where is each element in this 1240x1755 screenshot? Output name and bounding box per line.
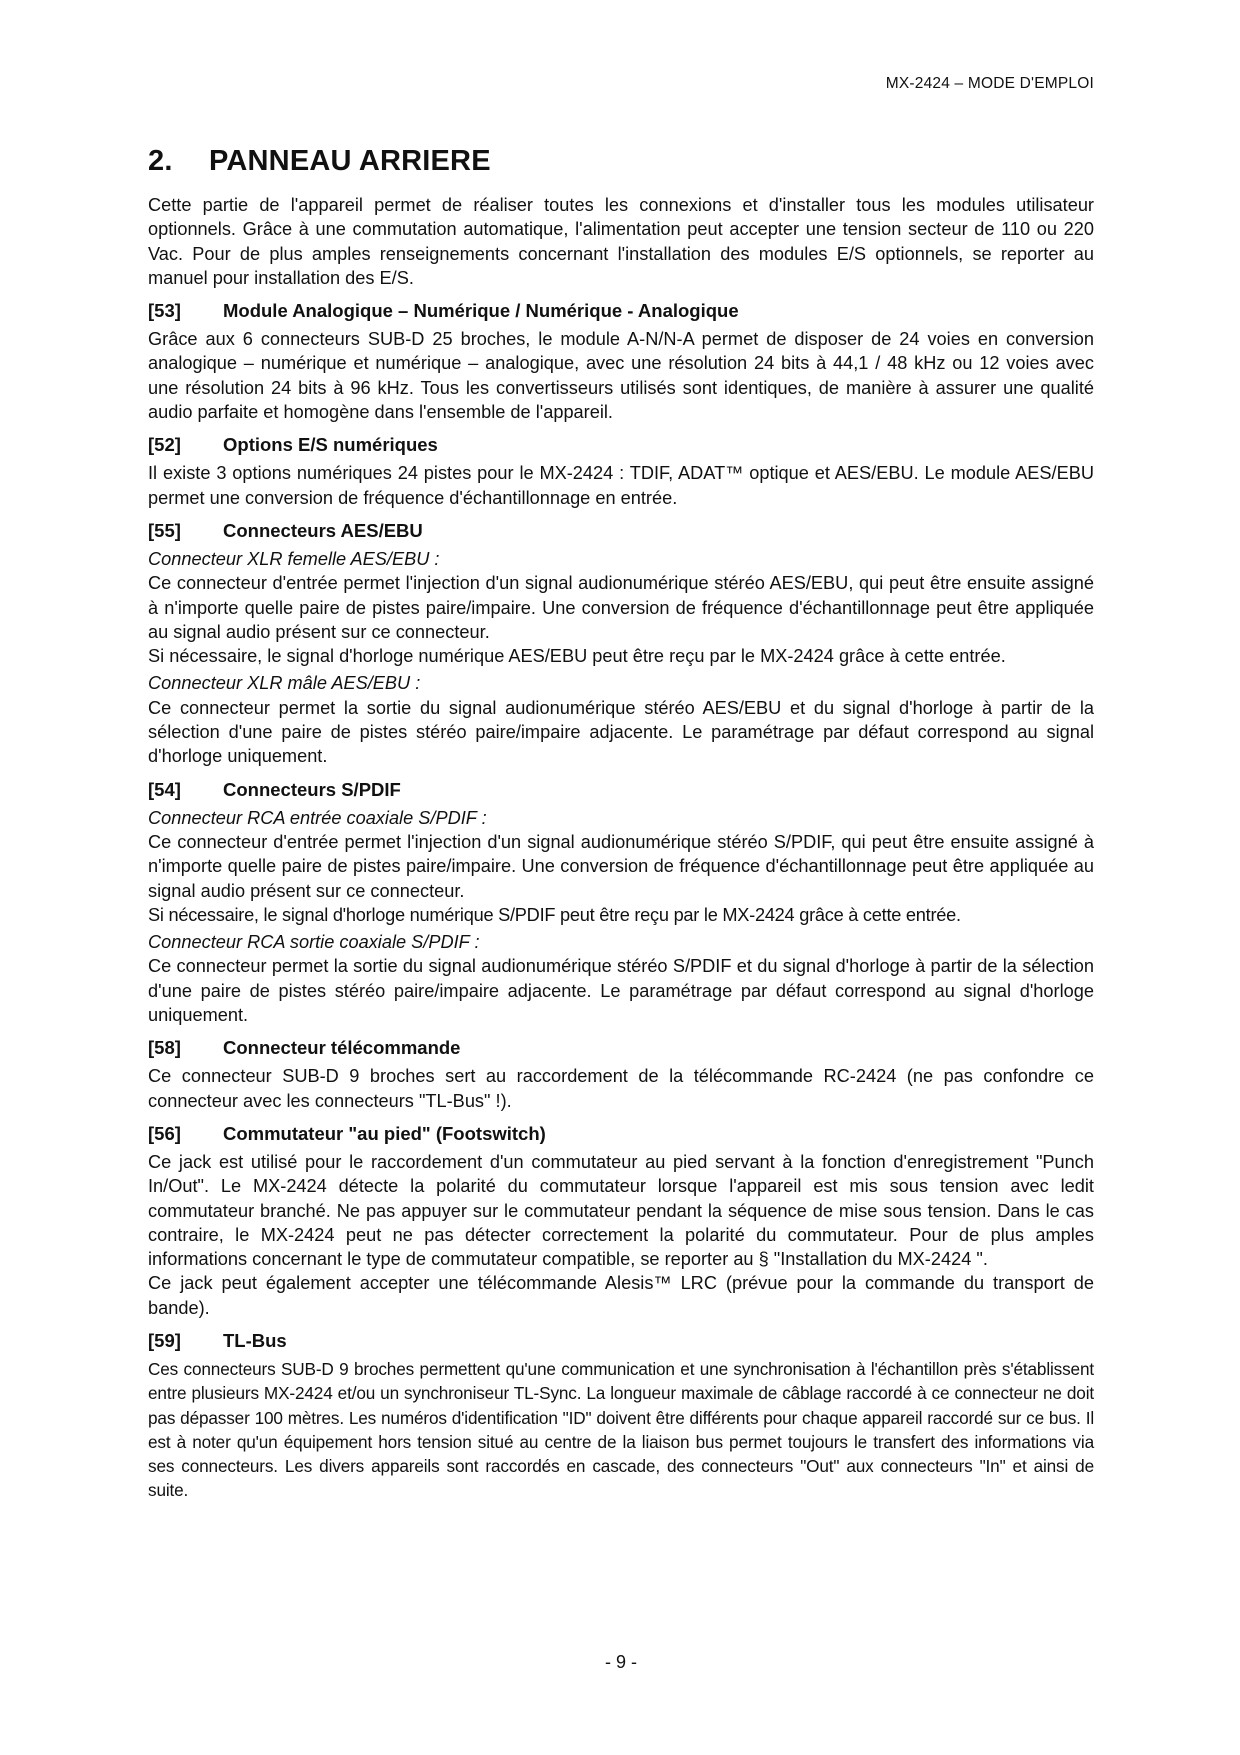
section-ref: [54] (148, 778, 181, 800)
paragraph: Si nécessaire, le signal d'horloge numérique AES/EBU peut être reçu par le MX-2424 grâce à cette entrée. (148, 646, 1006, 667)
paragraph: Ce jack peut également accepter une télécommande Alesis™ LRC (prévue pour la commande du transport de bande). (148, 1273, 1094, 1318)
section-title: Connecteurs AES/EBU (223, 519, 423, 541)
subheading: Connecteur RCA sortie coaxiale S/PDIF : (148, 932, 480, 953)
section-title: TL-Bus (223, 1329, 287, 1351)
paragraph: Ce connecteur SUB-D 9 broches sert au raccordement de la télécommande RC-2424 (ne pas confondre ce connecteur avec les connecteurs "TL-Bus" !). (148, 1066, 1094, 1111)
paragraph: Il existe 3 options numériques 24 pistes pour le MX-2424 : TDIF, ADAT™ optique et AES/EBU. Le module AES/EBU permet une conversion de fréquence d'échantillonnage en entrée. (148, 463, 1094, 508)
document-body (148, 193, 1094, 1503)
intro-paragraph: Cette partie de l'appareil permet de réaliser toutes les connexions et d'installer tous les modules utilisateur optionnels. Grâce à une commutation automatique, l'alimentation peut accepter une tension secteur de 110 ou 220 Vac. Pour de plus amples renseignements concernant l'installation des modules E/S optionnels, se reporter au manuel pour installation des E/S. (148, 195, 1094, 288)
section-heading-54 (148, 778, 1094, 802)
running-header: MX-2424 – MODE D'EMPLOI (885, 75, 1094, 92)
section-heading-53 (148, 299, 1094, 323)
section-ref: [58] (148, 1037, 181, 1059)
paragraph: Si nécessaire, le signal d'horloge numérique S/PDIF peut être reçu par le MX-2424 grâce à cette entrée. (148, 904, 961, 925)
page-number: - 9 - (604, 1652, 637, 1672)
subheading: Connecteur XLR femelle AES/EBU : (148, 548, 440, 569)
subheading: Connecteur XLR mâle AES/EBU : (148, 673, 421, 694)
section-title: Module Analogique – Numérique / Numérique - Analogique (223, 300, 739, 322)
section-heading-56 (148, 1122, 1094, 1146)
section-ref: [52] (148, 434, 181, 456)
section-ref: [53] (148, 300, 181, 322)
section-ref: [56] (148, 1122, 181, 1144)
paragraph: Grâce aux 6 connecteurs SUB-D 25 broches, le module A-N/N-A permet de disposer de 24 voies en conversion analogique – numérique et numérique – analogique, avec une résolution 24 bits à 44,1 / 48 kHz ou 12 voies avec une résolution 24 bits à 96 kHz. Tous les convertisseurs utilisés sont identiques, de manière à assurer une qualité audio parfaite et homogène dans l'ensemble de l'appareil. (148, 329, 1094, 423)
section-title: Connecteur télécommande (223, 1037, 461, 1059)
paragraph: Ce connecteur d'entrée permet l'injection d'un signal audionumérique stéréo S/PDIF, qui peut être ensuite assigné à n'importe quelle paire de pistes paire/impaire. Une conversion de fréquence d'échantillonnage peut être appliquée au signal audio présent sur ce connecteur. (148, 831, 1094, 901)
section-title: Connecteurs S/PDIF (223, 778, 401, 800)
section-ref: [55] (148, 519, 181, 541)
section-heading-59 (148, 1329, 1094, 1353)
chapter-title (148, 145, 491, 178)
section-title: Commutateur "au pied" (Footswitch) (223, 1122, 546, 1144)
paragraph: Ce jack est utilisé pour le raccordement d'un commutateur au pied servant à la fonction d'enregistrement "Punch In/Out". Le MX-2424 détecte la polarité du commutateur lorsque l'appareil est mis sous tension avec ledit commutateur branché. Ne pas appuyer sur le commutateur pendant la séquence de mise sous tension. Dans le cas contraire, le MX-2424 peut ne pas détecter correctement la polarité du commutateur. Pour de plus amples informations concernant le type de commutateur compatible, se reporter au § "Installation du MX-2424 ". (148, 1151, 1094, 1270)
paragraph: Ce connecteur d'entrée permet l'injection d'un signal audionumérique stéréo AES/EBU, qui peut être ensuite assigné à n'importe quelle paire de pistes paire/impaire. Une conversion de fréquence d'échantillonnage peut être appliquée au signal audio présent sur ce connecteur. (148, 573, 1094, 642)
chapter-title-text: PANNEAU ARRIERE (209, 145, 491, 177)
section-title: Options E/S numériques (223, 434, 438, 456)
chapter-number: 2. (148, 145, 173, 177)
paragraph: Ce connecteur permet la sortie du signal audionumérique stéréo S/PDIF et du signal d'horloge à partir de la sélection d'une paire de pistes stéréo paire/impaire adjacente. Le paramétrage par défaut correspond au signal d'horloge uniquement. (148, 956, 1094, 1026)
section-heading-58 (148, 1036, 1094, 1060)
section-heading-52 (148, 433, 1094, 457)
subheading: Connecteur RCA entrée coaxiale S/PDIF : (148, 807, 487, 828)
section-heading-55 (148, 519, 1094, 543)
paragraph: Ce connecteur permet la sortie du signal audionumérique stéréo AES/EBU et du signal d'horloge à partir de la sélection d'une paire de pistes stéréo paire/impaire adjacente. Le paramétrage par défaut correspond au signal d'horloge uniquement. (148, 697, 1094, 767)
section-ref: [59] (148, 1329, 181, 1351)
paragraph: Ces connecteurs SUB-D 9 broches permettent qu'une communication et une synchronisation à l'échantillon près s'établissent entre plusieurs MX-2424 et/ou un synchroniseur TL-Sync. La longueur maximale de câblage raccordé à ce connecteur ne doit pas dépasser 100 mètres. Les numéros d'identification "ID" doivent être différents pour chaque appareil raccordé sur ce bus. Il est à noter qu'un équipement hors tension situé au centre de la liaison bus permet toujours le transfert des informations via ses connecteurs. Les divers appareils sont raccordés en cascade, des connecteurs "Out" aux connecteurs "In" et ainsi de suite. (148, 1358, 1094, 1501)
